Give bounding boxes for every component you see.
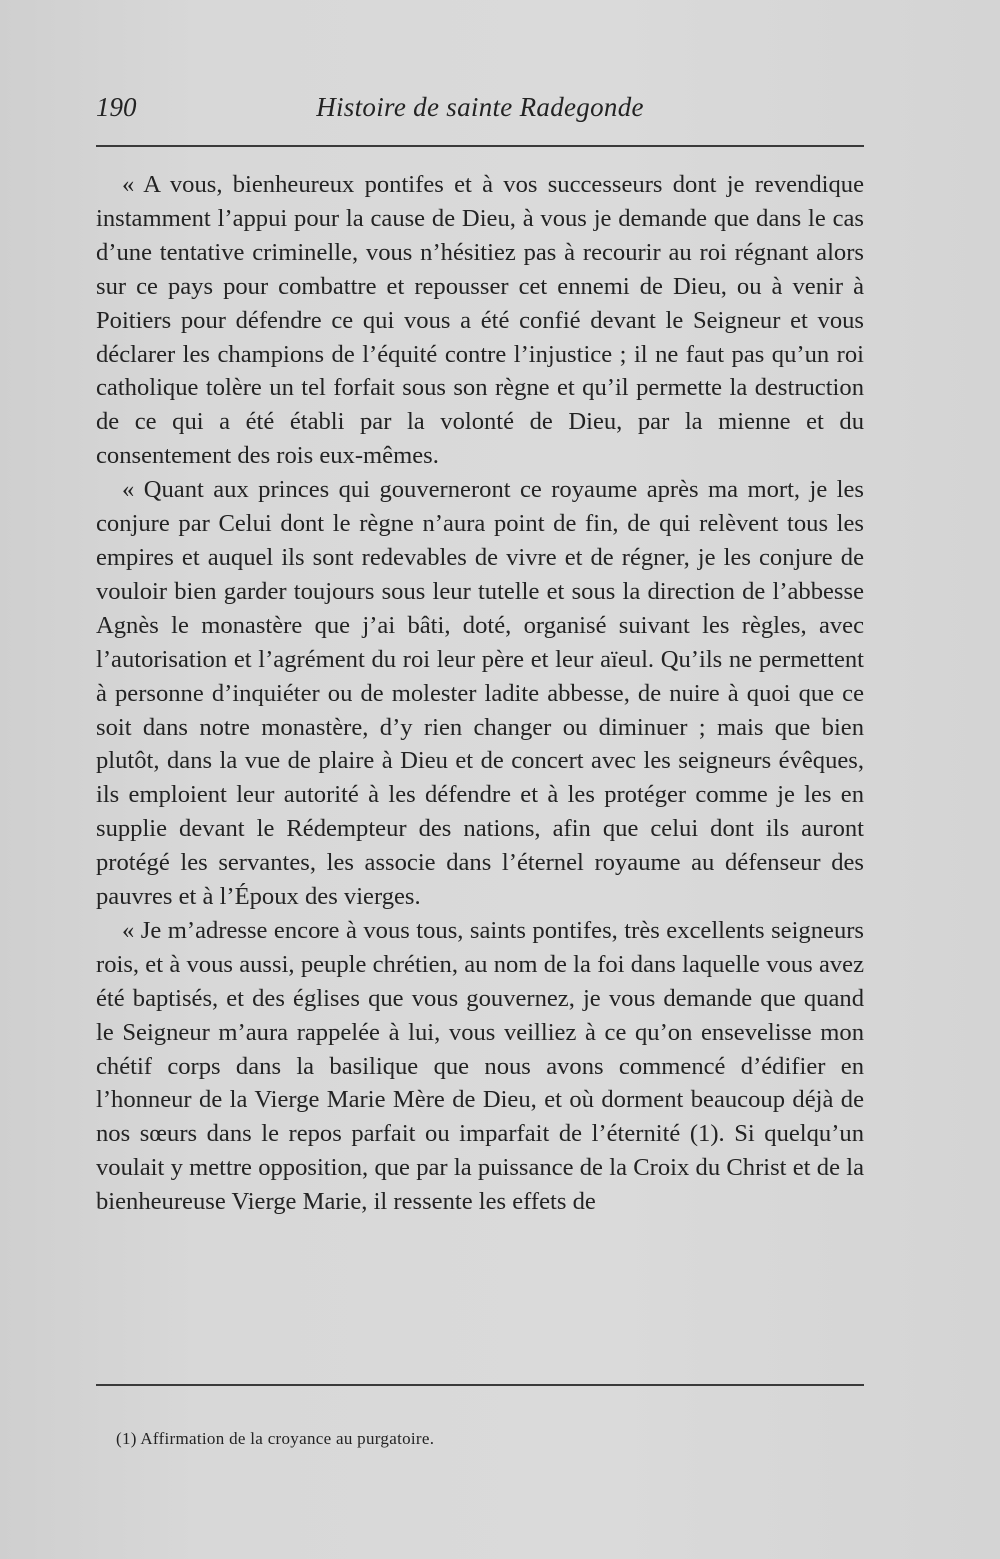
running-title: Histoire de sainte Radegonde bbox=[316, 92, 644, 122]
paragraph: « Quant aux princes qui gouverneront ce royaume après ma mort, je les conjure par Celui dont le règne n’aura point de fin, de qui relèvent tous les empires et auquel ils sont redevables de vivre et de régner, je les conjure de vouloir bien garder toujours sous leur tutelle et sous la direction de l’abbesse Agnès le monastère que j’ai bâti, doté, organisé suivant les règles, avec l’autorisation et l’agrément du roi leur père et leur aïeul. Qu’ils ne permettent à personne d’inquiéter ou de molester ladite abbesse, de nuire à quoi que ce soit dans notre monastère, d’y rien changer ou diminuer ; mais que bien plutôt, dans la vue de plaire à Dieu et de concert avec les seigneurs évêques, ils emploient leur autorité à les défendre et à les protéger comme je les en supplie devant le Rédempteur des nations, afin que celui dont ils auront protégé les servantes, les associe dans l’éternel royaume au défenseur des pauvres et à l’Époux des vierges. bbox=[96, 476, 864, 911]
footnote: (1) Affirmation de la croyance au purgatoire. bbox=[116, 1429, 435, 1448]
paragraph: « Je m’adresse encore à vous tous, saints pontifes, très excellents seigneurs rois, et à vous aussi, peuple chrétien, au nom de la foi dans laquelle vous avez été baptisés, et des églises que vous gouvernez, je vous demande que quand le Seigneur m’aura rappelée à lui, vous veilliez à ce qu’on ensevelisse mon chétif corps dans la basilique que nous avons commencé d’édifier en l’honneur de la Vierge Marie Mère de Dieu, et où dorment beaucoup déjà de nos sœurs dans le repos parfait ou imparfait de l’éternité (1). Si quelqu’un voulait y mettre opposition, que par la puissance de la Croix du Christ et de la bienheureuse Vierge Marie, il ressente les effets de bbox=[96, 916, 864, 1216]
paragraph: « A vous, bienheureux pontifes et à vos successeurs dont je revendique instamment l’appui pour la cause de Dieu, à vous je demande que dans le cas d’une tentative criminelle, vous n’hésitiez pas à recourir au roi régnant alors sur ce pays pour combattre et repousser cet ennemi de Dieu, ou à venir à Poitiers pour défendre ce qui vous a été confié devant le Seigneur et vous déclarer les champions de l’équité contre l’injustice ; il ne faut pas qu’un roi catholique tolère un tel forfait sous son règne et qu’il permette la destruction de ce qui a été établi par la volonté de Dieu, par la mienne et du consentement des rois eux-mêmes. bbox=[96, 171, 864, 470]
page-header bbox=[96, 92, 864, 132]
page-number: 190 bbox=[96, 92, 137, 122]
body-text bbox=[96, 168, 864, 1219]
header-rule bbox=[96, 145, 864, 147]
footnote-rule bbox=[96, 1384, 864, 1386]
